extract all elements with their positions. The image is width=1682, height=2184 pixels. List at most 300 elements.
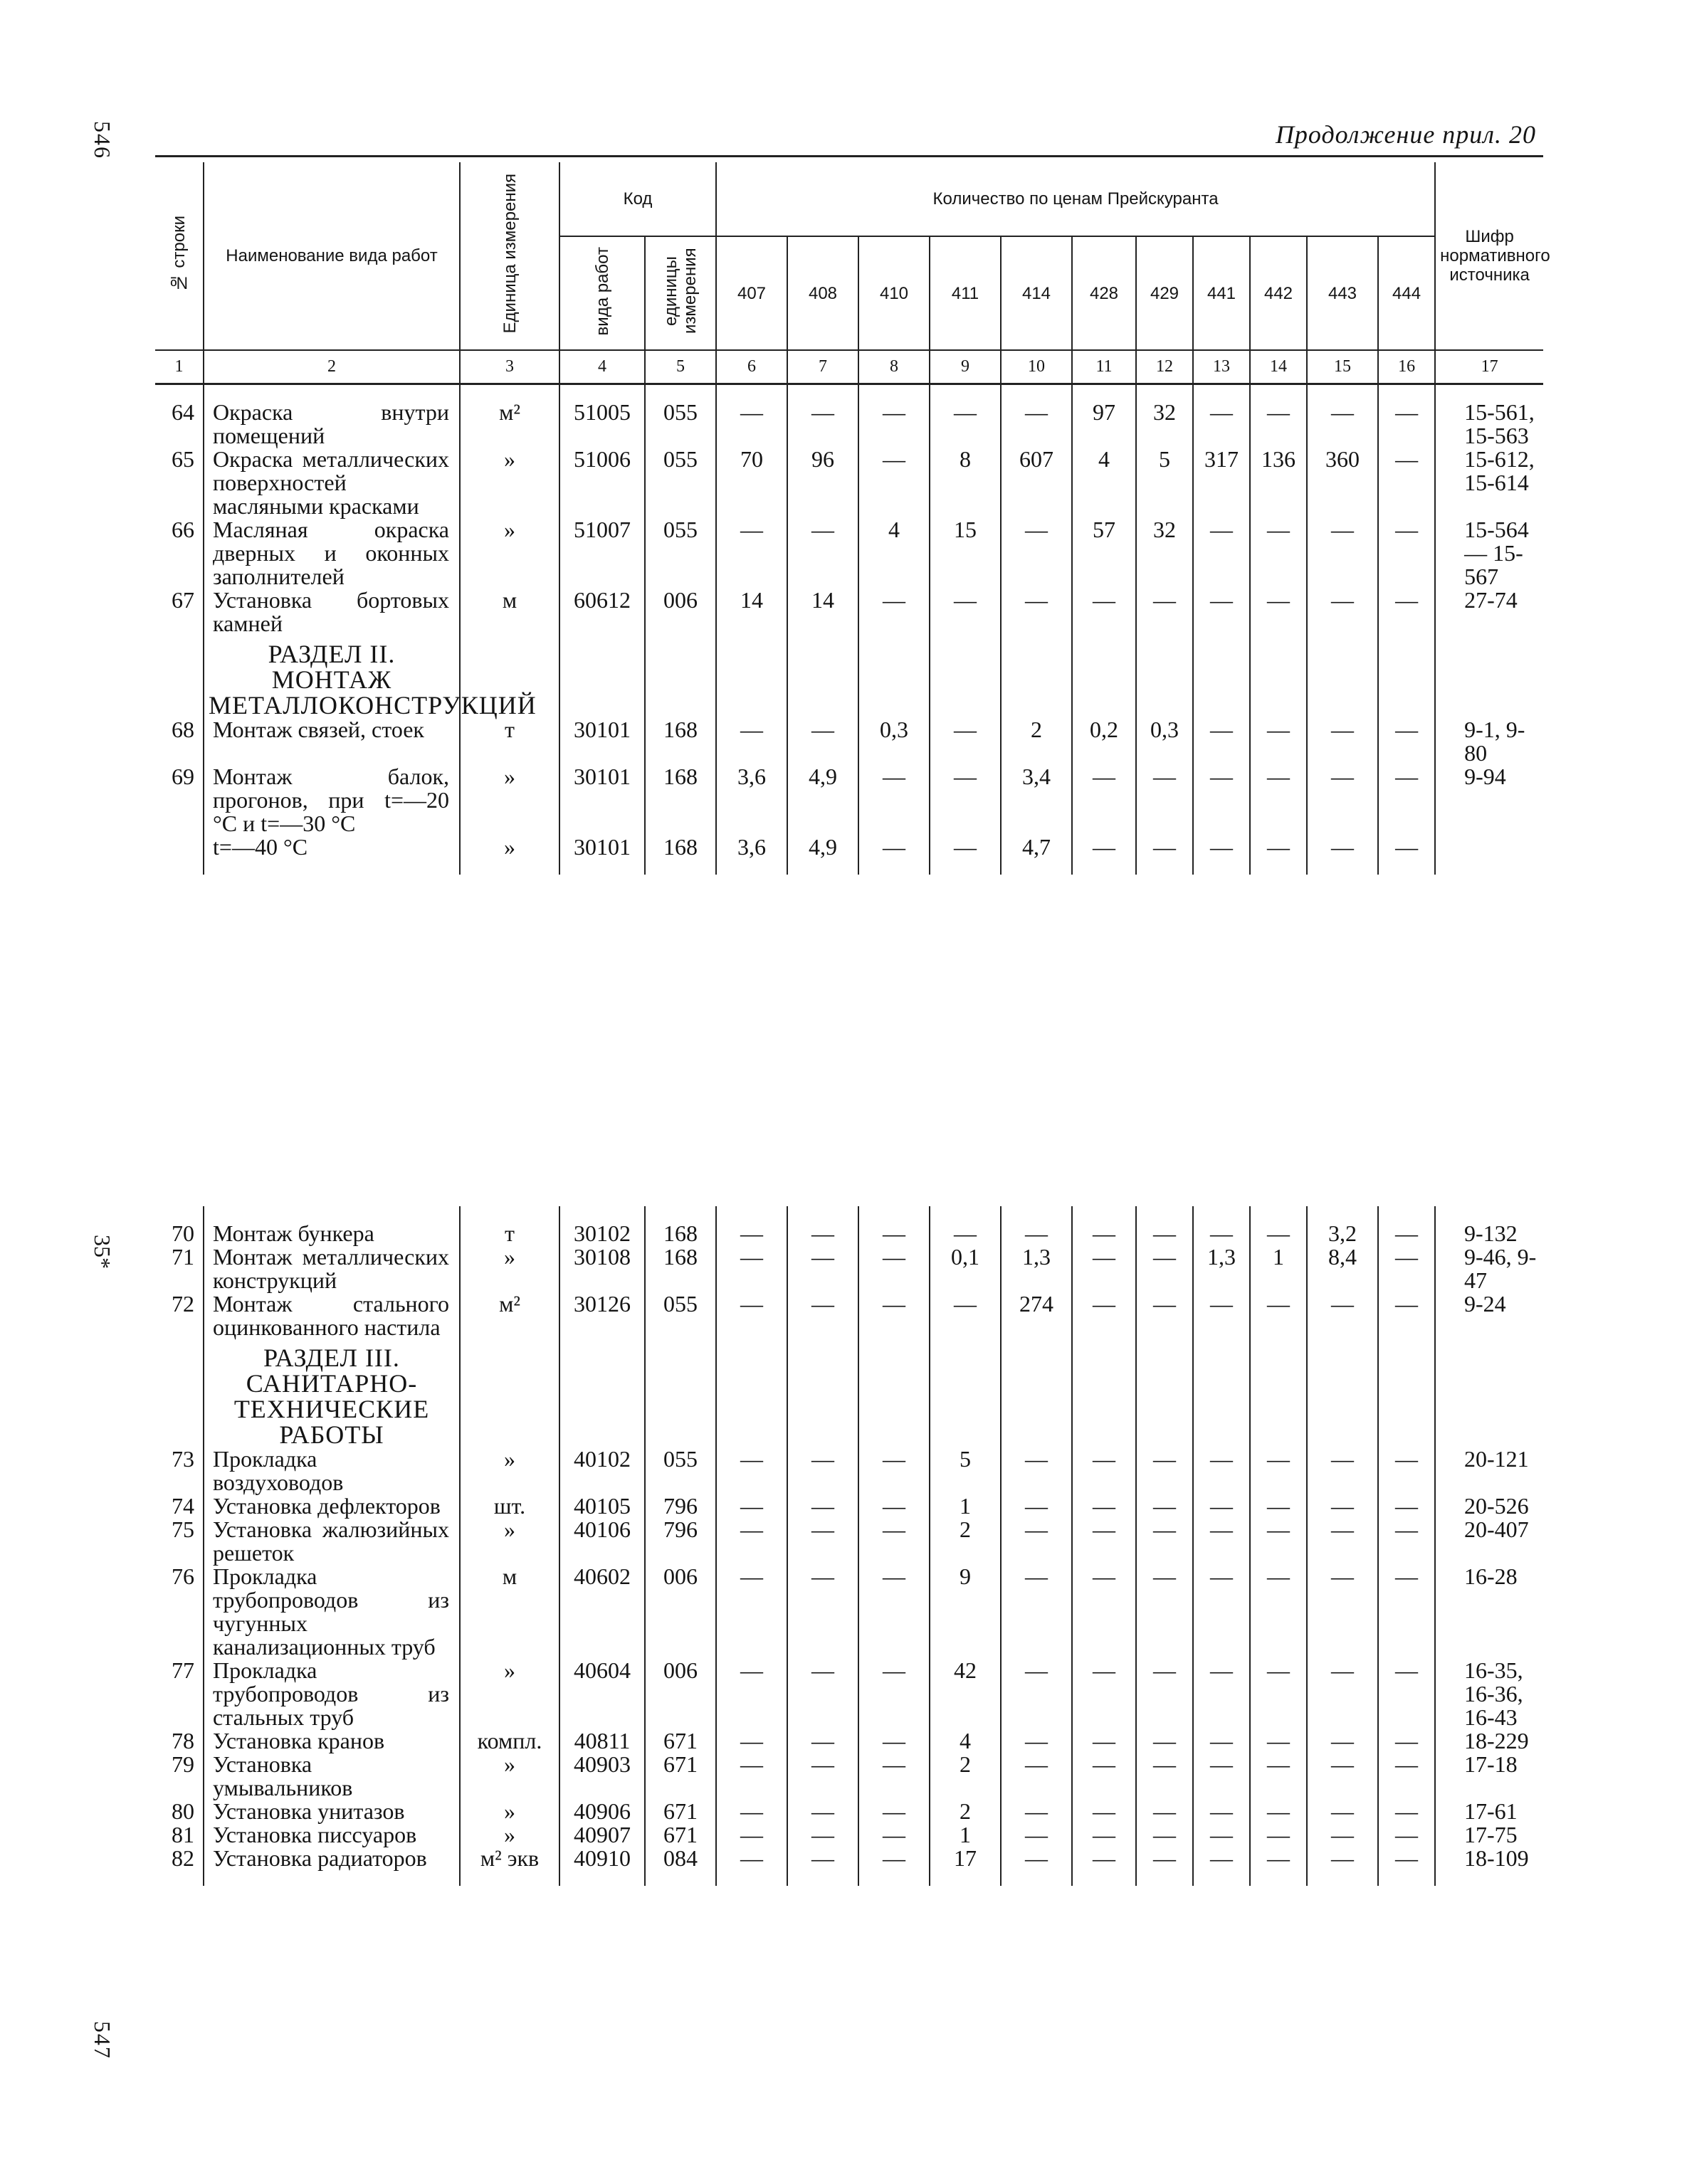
- work-name: Монтаж бункера: [204, 1222, 460, 1245]
- quantity-cell: —: [1072, 765, 1136, 835]
- price-header: 408: [787, 236, 858, 350]
- col-number: 14: [1250, 350, 1307, 384]
- quantity-cell: —: [1193, 1847, 1250, 1870]
- unit-code-cell: 006: [645, 589, 716, 635]
- quantity-cell: —: [1193, 835, 1250, 859]
- quantity-cell: —: [1136, 1847, 1193, 1870]
- col-number: 2: [204, 350, 460, 384]
- price-header: 414: [1001, 236, 1072, 350]
- quantity-cell: —: [1250, 1800, 1307, 1823]
- quantity-cell: 8,4: [1307, 1245, 1378, 1292]
- quantity-cell: —: [1001, 1494, 1072, 1518]
- quantity-cell: —: [1001, 1659, 1072, 1729]
- quantity-cell: —: [930, 589, 1001, 635]
- quantity-cell: —: [1250, 835, 1307, 859]
- col-number: 4: [559, 350, 645, 384]
- quantity-cell: 4,7: [1001, 835, 1072, 859]
- quantity-cell: —: [1378, 448, 1435, 518]
- quantity-cell: —: [1378, 1847, 1435, 1870]
- work-code-cell: 40907: [559, 1823, 645, 1847]
- quantity-cell: —: [1001, 518, 1072, 589]
- quantity-cell: 2: [930, 1518, 1001, 1565]
- source-code-cell: 20-526: [1464, 1493, 1529, 1519]
- price-header: 429: [1136, 236, 1193, 350]
- col-header-row-no: № строки: [155, 162, 204, 350]
- quantity-cell: —: [1378, 518, 1435, 589]
- work-name: Масляная окраска дверных и оконных заполнителей: [204, 518, 460, 589]
- quantity-cell: —: [1072, 1292, 1136, 1339]
- quantity-cell: —: [1072, 1847, 1136, 1870]
- col-number: 17: [1435, 350, 1543, 384]
- quantity-cell: —: [1378, 1800, 1435, 1823]
- quantity-cell: —: [1250, 1847, 1307, 1870]
- quantity-cell: —: [858, 1245, 930, 1292]
- table-row: [155, 718, 1543, 765]
- quantity-cell: 97: [1072, 401, 1136, 448]
- quantity-cell: —: [1307, 589, 1378, 635]
- quantity-cell: —: [1072, 1222, 1136, 1245]
- quantity-cell: —: [858, 1565, 930, 1659]
- unit-code-cell: 168: [645, 718, 716, 765]
- col-header-code-work: вида работ: [559, 236, 645, 350]
- quantity-cell: —: [930, 1292, 1001, 1339]
- source-code-cell: 9-132: [1464, 1220, 1518, 1246]
- section-heading: РАЗДЕЛ II. МОНТАЖ МЕТАЛЛОКОНСТРУКЦИЙ: [204, 635, 460, 718]
- quantity-cell: —: [1136, 1518, 1193, 1565]
- col-header-quantity: Количество по ценам Прейскуранта: [716, 162, 1435, 236]
- work-name: Установка бортовых камней: [204, 589, 460, 635]
- quantity-cell: —: [787, 1823, 858, 1847]
- quantity-cell: —: [787, 1659, 858, 1729]
- quantity-cell: —: [787, 518, 858, 589]
- col-header-code: Код: [559, 162, 716, 236]
- unit-cell: »: [460, 518, 559, 589]
- quantity-cell: —: [1307, 518, 1378, 589]
- quantity-cell: —: [1378, 835, 1435, 859]
- quantity-cell: —: [858, 589, 930, 635]
- row-number: 76: [155, 1565, 204, 1659]
- work-name: Монтаж стального оцинкованного настила: [204, 1292, 460, 1339]
- work-name: Прокладка воздуховодов: [204, 1447, 460, 1494]
- quantity-cell: 1: [930, 1823, 1001, 1847]
- row-number: 82: [155, 1847, 204, 1870]
- col-number: 9: [930, 350, 1001, 384]
- price-header: 428: [1072, 236, 1136, 350]
- work-code-cell: 40102: [559, 1447, 645, 1494]
- work-code-cell: 30101: [559, 718, 645, 765]
- source-code-cell: 15-564— 15-567: [1464, 517, 1529, 589]
- quantity-cell: —: [1307, 1447, 1378, 1494]
- table-row: [155, 1222, 1543, 1245]
- unit-cell: »: [460, 1659, 559, 1729]
- quantity-cell: —: [858, 1518, 930, 1565]
- source-code-cell: 17-61: [1464, 1798, 1518, 1824]
- section-heading: РАЗДЕЛ III. САНИТАРНО-ТЕХНИЧЕСКИЕ РАБОТЫ: [204, 1339, 460, 1447]
- quantity-cell: —: [716, 1292, 787, 1339]
- quantity-cell: —: [1250, 1565, 1307, 1659]
- col-number: 13: [1193, 350, 1250, 384]
- quantity-cell: 5: [930, 1447, 1001, 1494]
- quantity-cell: —: [1193, 1729, 1250, 1753]
- quantity-cell: —: [1193, 518, 1250, 589]
- quantity-cell: —: [858, 1753, 930, 1800]
- quantity-cell: —: [1250, 1659, 1307, 1729]
- work-code-cell: 40106: [559, 1518, 645, 1565]
- table-row: [155, 1847, 1543, 1870]
- quantity-cell: —: [716, 1753, 787, 1800]
- quantity-cell: —: [1193, 589, 1250, 635]
- quantity-cell: —: [716, 1823, 787, 1847]
- quantity-cell: —: [787, 1753, 858, 1800]
- quantity-cell: —: [930, 765, 1001, 835]
- unit-cell: »: [460, 835, 559, 859]
- quantity-cell: 1: [1250, 1245, 1307, 1292]
- quantity-cell: 317: [1193, 448, 1250, 518]
- table-row: [155, 589, 1543, 635]
- work-name: Установка писсуаров: [204, 1823, 460, 1847]
- work-code-cell: 40105: [559, 1494, 645, 1518]
- quantity-cell: —: [1072, 1729, 1136, 1753]
- unit-cell: м: [460, 589, 559, 635]
- table-row: [155, 1823, 1543, 1847]
- quantity-cell: —: [1136, 1292, 1193, 1339]
- work-code-cell: 30102: [559, 1222, 645, 1245]
- quantity-cell: —: [1378, 401, 1435, 448]
- quantity-cell: —: [1136, 1245, 1193, 1292]
- quantity-cell: —: [716, 1847, 787, 1870]
- work-code-cell: 51006: [559, 448, 645, 518]
- quantity-cell: —: [787, 1292, 858, 1339]
- quantity-cell: —: [1193, 1292, 1250, 1339]
- price-header: 444: [1378, 236, 1435, 350]
- unit-code-cell: 671: [645, 1823, 716, 1847]
- row-number: 71: [155, 1245, 204, 1292]
- col-header-unit: Единица измерения: [460, 162, 559, 350]
- quantity-cell: 4: [930, 1729, 1001, 1753]
- quantity-cell: 32: [1136, 518, 1193, 589]
- source-code-cell: 15-561, 15-563: [1464, 399, 1535, 448]
- quantity-cell: —: [858, 1494, 930, 1518]
- quantity-cell: —: [1072, 1245, 1136, 1292]
- work-name: Прокладка трубопроводов из чугунных канализационных труб: [204, 1565, 460, 1659]
- quantity-cell: 14: [787, 589, 858, 635]
- quantity-cell: —: [787, 1800, 858, 1823]
- quantity-cell: 0,3: [858, 718, 930, 765]
- unit-code-cell: 055: [645, 1447, 716, 1494]
- quantity-cell: —: [1250, 1494, 1307, 1518]
- quantity-cell: —: [858, 1800, 930, 1823]
- quantity-cell: —: [1136, 1222, 1193, 1245]
- work-name: Установка унитазов: [204, 1800, 460, 1823]
- quantity-cell: —: [716, 1800, 787, 1823]
- works-table-bottom-body: [155, 1206, 1543, 1886]
- quantity-cell: —: [1378, 718, 1435, 765]
- row-number: 73: [155, 1447, 204, 1494]
- quantity-cell: —: [1193, 765, 1250, 835]
- quantity-cell: —: [787, 1565, 858, 1659]
- quantity-cell: —: [1001, 1447, 1072, 1494]
- quantity-cell: —: [787, 401, 858, 448]
- quantity-cell: —: [1307, 1847, 1378, 1870]
- work-code-cell: 40906: [559, 1800, 645, 1823]
- work-code-cell: 30126: [559, 1292, 645, 1339]
- quantity-cell: —: [1136, 1729, 1193, 1753]
- table-row: [155, 1753, 1543, 1800]
- quantity-cell: —: [1193, 1753, 1250, 1800]
- table-row: [155, 401, 1543, 448]
- row-number: 78: [155, 1729, 204, 1753]
- quantity-cell: —: [1250, 1292, 1307, 1339]
- source-code-cell: 15-612, 15-614: [1464, 446, 1535, 495]
- quantity-cell: —: [1072, 1518, 1136, 1565]
- quantity-cell: —: [716, 1659, 787, 1729]
- quantity-cell: —: [1136, 835, 1193, 859]
- quantity-cell: —: [1307, 1518, 1378, 1565]
- quantity-cell: —: [1250, 1823, 1307, 1847]
- col-number: 11: [1072, 350, 1136, 384]
- table-row: [155, 835, 1543, 859]
- source-code-cell: 17-75: [1464, 1822, 1518, 1847]
- quantity-cell: —: [1072, 1823, 1136, 1847]
- price-header: 442: [1250, 236, 1307, 350]
- quantity-cell: —: [716, 1518, 787, 1565]
- quantity-cell: —: [858, 401, 930, 448]
- quantity-cell: —: [716, 1447, 787, 1494]
- quantity-cell: —: [1250, 718, 1307, 765]
- quantity-cell: 9: [930, 1565, 1001, 1659]
- col-number: 3: [460, 350, 559, 384]
- unit-code-cell: 168: [645, 835, 716, 859]
- quantity-cell: —: [858, 1823, 930, 1847]
- quantity-cell: —: [1072, 589, 1136, 635]
- quantity-cell: —: [1378, 1447, 1435, 1494]
- quantity-cell: —: [1193, 1659, 1250, 1729]
- quantity-cell: —: [1136, 765, 1193, 835]
- row-number: 65: [155, 448, 204, 518]
- col-number: 16: [1378, 350, 1435, 384]
- unit-code-cell: 084: [645, 1847, 716, 1870]
- quantity-cell: —: [1072, 1494, 1136, 1518]
- quantity-cell: —: [1136, 1659, 1193, 1729]
- work-code-cell: 51005: [559, 401, 645, 448]
- quantity-cell: —: [858, 1729, 930, 1753]
- quantity-cell: 57: [1072, 518, 1136, 589]
- quantity-cell: —: [1378, 1729, 1435, 1753]
- work-code-cell: 40811: [559, 1729, 645, 1753]
- row-number: 66: [155, 518, 204, 589]
- quantity-cell: —: [1250, 1222, 1307, 1245]
- works-table-top-body: [155, 384, 1543, 875]
- row-number: 67: [155, 589, 204, 635]
- quantity-cell: —: [930, 835, 1001, 859]
- quantity-cell: —: [1307, 1753, 1378, 1800]
- quantity-cell: —: [1378, 589, 1435, 635]
- quantity-cell: —: [1072, 1753, 1136, 1800]
- unit-cell: »: [460, 1823, 559, 1847]
- work-name: Прокладка трубопроводов из стальных труб: [204, 1659, 460, 1729]
- col-number: 5: [645, 350, 716, 384]
- quantity-cell: —: [1193, 1565, 1250, 1659]
- row-number: 64: [155, 401, 204, 448]
- quantity-cell: —: [1378, 1659, 1435, 1729]
- work-name: Монтаж металлических конструкций: [204, 1245, 460, 1292]
- table-row: [155, 1800, 1543, 1823]
- quantity-cell: —: [858, 1447, 930, 1494]
- source-code-cell: 20-407: [1464, 1516, 1529, 1542]
- quantity-cell: —: [1307, 1729, 1378, 1753]
- quantity-cell: —: [858, 835, 930, 859]
- quantity-cell: —: [930, 401, 1001, 448]
- quantity-cell: 42: [930, 1659, 1001, 1729]
- section-row: [155, 635, 1543, 718]
- row-number: 68: [155, 718, 204, 765]
- quantity-cell: 3,4: [1001, 765, 1072, 835]
- work-name: Установка кранов: [204, 1729, 460, 1753]
- unit-code-cell: 671: [645, 1729, 716, 1753]
- quantity-cell: —: [787, 1847, 858, 1870]
- quantity-cell: —: [1193, 1222, 1250, 1245]
- quantity-cell: —: [858, 1659, 930, 1729]
- quantity-cell: —: [1378, 765, 1435, 835]
- quantity-cell: 2: [930, 1800, 1001, 1823]
- running-title: Продолжение прил. 20: [1275, 120, 1536, 149]
- quantity-cell: 32: [1136, 401, 1193, 448]
- quantity-cell: 1,3: [1193, 1245, 1250, 1292]
- work-code-cell: 40604: [559, 1659, 645, 1729]
- quantity-cell: —: [1378, 1565, 1435, 1659]
- unit-code-cell: 671: [645, 1753, 716, 1800]
- top-rule: [155, 155, 1543, 157]
- row-number: 70: [155, 1222, 204, 1245]
- row-number: 69: [155, 765, 204, 835]
- quantity-cell: 360: [1307, 448, 1378, 518]
- unit-code-cell: 055: [645, 518, 716, 589]
- unit-code-cell: 796: [645, 1494, 716, 1518]
- quantity-cell: 607: [1001, 448, 1072, 518]
- quantity-cell: —: [1136, 1753, 1193, 1800]
- quantity-cell: —: [1193, 1800, 1250, 1823]
- work-name: Установка жалюзийных решеток: [204, 1518, 460, 1565]
- quantity-cell: 4,9: [787, 835, 858, 859]
- table-row: [155, 1518, 1543, 1565]
- quantity-cell: —: [787, 1245, 858, 1292]
- price-header: 441: [1193, 236, 1250, 350]
- quantity-cell: —: [716, 1494, 787, 1518]
- quantity-cell: —: [1378, 1222, 1435, 1245]
- quantity-cell: 274: [1001, 1292, 1072, 1339]
- unit-cell: »: [460, 1518, 559, 1565]
- row-number: 77: [155, 1659, 204, 1729]
- row-number: 72: [155, 1292, 204, 1339]
- col-number: 7: [787, 350, 858, 384]
- quantity-cell: 2: [930, 1753, 1001, 1800]
- quantity-cell: 96: [787, 448, 858, 518]
- work-name: Установка дефлекторов: [204, 1494, 460, 1518]
- quantity-cell: —: [716, 401, 787, 448]
- quantity-cell: —: [1136, 1447, 1193, 1494]
- table-row: [155, 448, 1543, 518]
- col-header-code-unit: единицы измерения: [645, 236, 716, 350]
- price-header: 407: [716, 236, 787, 350]
- quantity-cell: 70: [716, 448, 787, 518]
- unit-cell: м² экв: [460, 1847, 559, 1870]
- col-number: 8: [858, 350, 930, 384]
- quantity-cell: —: [930, 1222, 1001, 1245]
- quantity-cell: 14: [716, 589, 787, 635]
- quantity-cell: —: [1136, 589, 1193, 635]
- quantity-cell: —: [1001, 1222, 1072, 1245]
- unit-code-cell: 168: [645, 765, 716, 835]
- quantity-cell: —: [787, 1518, 858, 1565]
- source-code-cell: 27-74: [1464, 587, 1518, 613]
- page-number-right: 547: [90, 2021, 115, 2059]
- source-code-cell: 17-18: [1464, 1751, 1518, 1777]
- unit-cell: »: [460, 1245, 559, 1292]
- col-number: 6: [716, 350, 787, 384]
- price-header: 443: [1307, 236, 1378, 350]
- quantity-cell: —: [858, 1222, 930, 1245]
- quantity-cell: —: [1307, 765, 1378, 835]
- quantity-cell: —: [858, 765, 930, 835]
- quantity-cell: —: [1378, 1494, 1435, 1518]
- work-name: Окраска металлических поверхностей масляными красками: [204, 448, 460, 518]
- quantity-cell: 2: [1001, 718, 1072, 765]
- quantity-cell: —: [1136, 1823, 1193, 1847]
- quantity-cell: —: [1072, 1659, 1136, 1729]
- row-number: 74: [155, 1494, 204, 1518]
- quantity-cell: —: [1307, 1800, 1378, 1823]
- quantity-cell: —: [1250, 518, 1307, 589]
- quantity-cell: —: [1136, 1494, 1193, 1518]
- quantity-cell: —: [1307, 1823, 1378, 1847]
- quantity-cell: —: [1193, 1447, 1250, 1494]
- quantity-cell: —: [1250, 401, 1307, 448]
- quantity-cell: —: [1250, 1518, 1307, 1565]
- unit-cell: т: [460, 718, 559, 765]
- quantity-cell: —: [1001, 1565, 1072, 1659]
- work-name: Установка умывальников: [204, 1753, 460, 1800]
- quantity-cell: —: [858, 448, 930, 518]
- quantity-cell: —: [1250, 1447, 1307, 1494]
- quantity-cell: —: [1307, 1565, 1378, 1659]
- source-code-cell: 16-28: [1464, 1563, 1518, 1589]
- quantity-cell: 1,3: [1001, 1245, 1072, 1292]
- quantity-cell: —: [1307, 1494, 1378, 1518]
- quantity-cell: —: [1378, 1245, 1435, 1292]
- quantity-cell: 4: [1072, 448, 1136, 518]
- quantity-cell: —: [1136, 1800, 1193, 1823]
- source-code-cell: 18-109: [1464, 1845, 1529, 1871]
- quantity-cell: 3,6: [716, 765, 787, 835]
- quantity-cell: —: [1378, 1823, 1435, 1847]
- row-number: [155, 835, 204, 859]
- quantity-cell: 0,1: [930, 1245, 1001, 1292]
- quantity-cell: 15: [930, 518, 1001, 589]
- quantity-cell: 17: [930, 1847, 1001, 1870]
- row-number: 80: [155, 1800, 204, 1823]
- quantity-cell: —: [1307, 835, 1378, 859]
- row-number: 81: [155, 1823, 204, 1847]
- col-number: 15: [1307, 350, 1378, 384]
- unit-cell: м²: [460, 1292, 559, 1339]
- unit-cell: м: [460, 1565, 559, 1659]
- table-row: [155, 1245, 1543, 1292]
- quantity-cell: 5: [1136, 448, 1193, 518]
- quantity-cell: —: [1001, 1847, 1072, 1870]
- row-number: 75: [155, 1518, 204, 1565]
- work-code-cell: 40602: [559, 1565, 645, 1659]
- quantity-cell: —: [1001, 401, 1072, 448]
